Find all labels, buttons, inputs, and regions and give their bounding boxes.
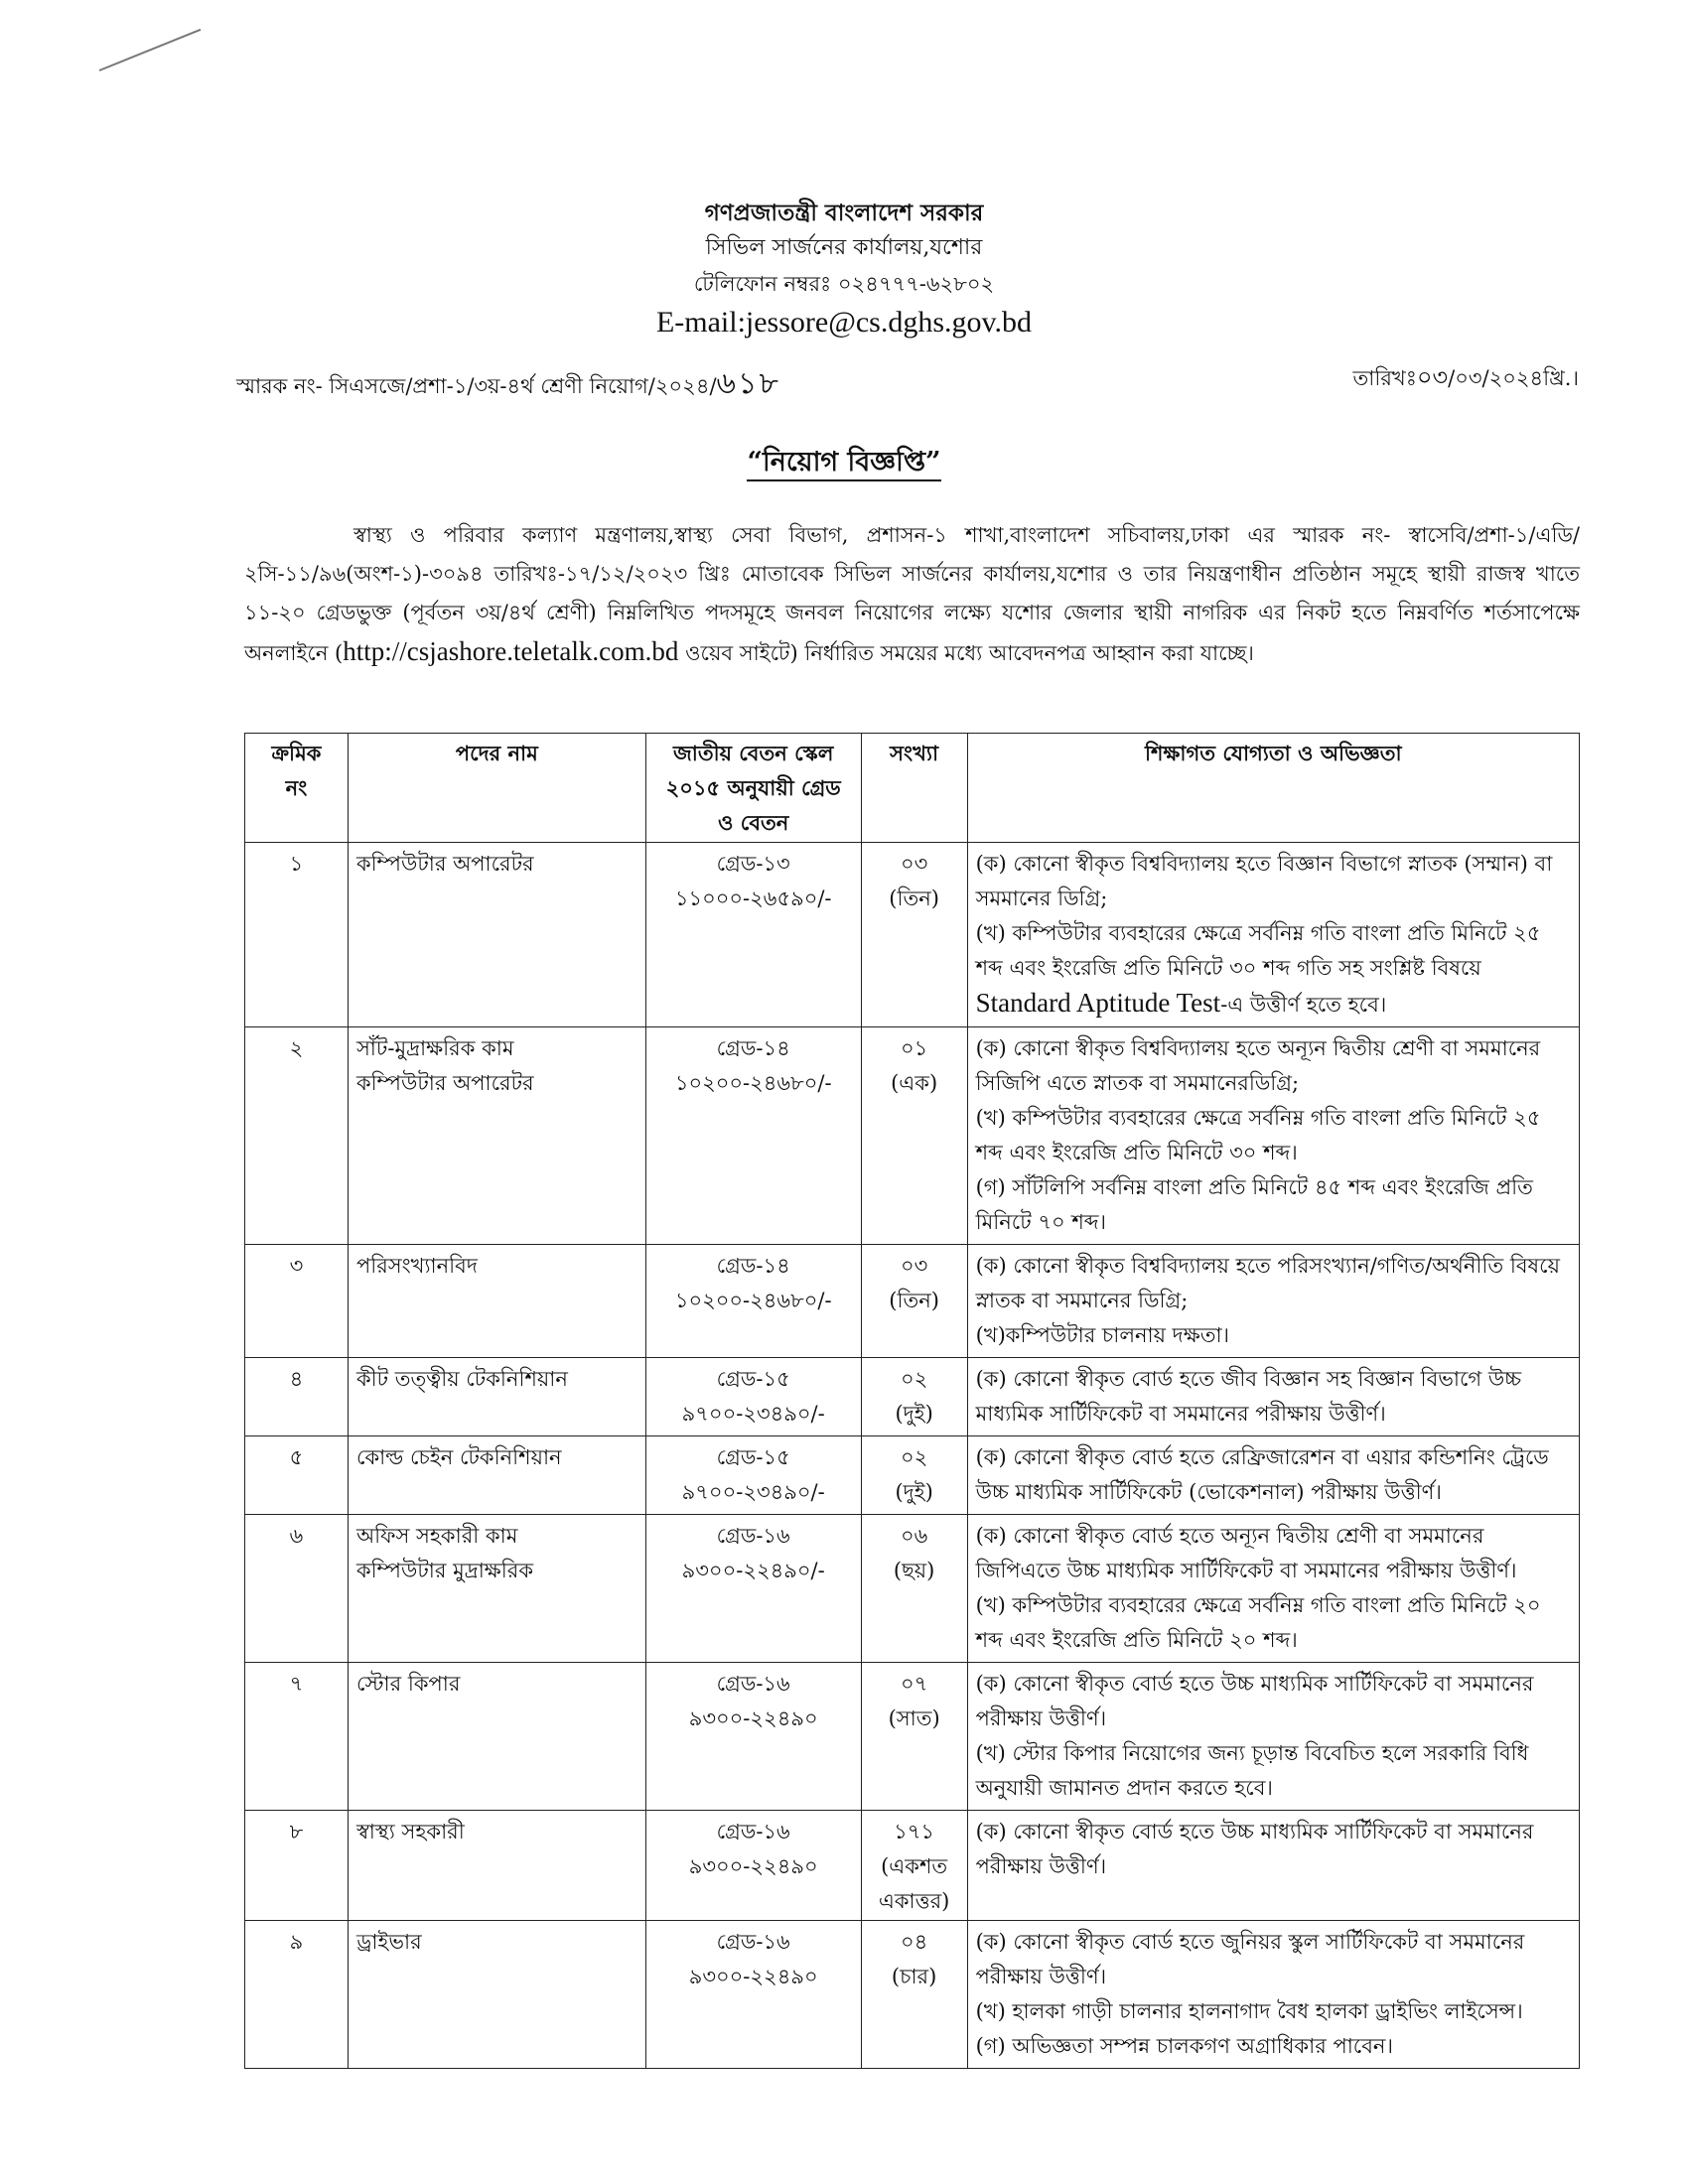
table-row <box>245 1921 1580 2069</box>
qualification-line: (ক) কোনো স্বীকৃত বিশ্ববিদ্যালয় হতে পরিসংখ্যান/গণিত/অর্থনীতি বিষয়ে স্নাতক বা সমমানের ডিগ্রি; <box>975 1254 1560 1312</box>
qualification <box>967 1811 1579 1921</box>
post-name: পরিসংখ্যানবিদ <box>348 1245 645 1358</box>
post-name: সাঁট-মুদ্রাক্ষরিক কাম কম্পিউটার অপারেটর <box>348 1027 645 1245</box>
qualification-line: (ক) কোনো স্বীকৃত বোর্ড হতে জুনিয়র স্কুল সার্টিফিকেট বা সমমানের পরীক্ষায় উত্তীর্ণ। <box>975 1930 1525 1988</box>
qualification-english-term: Standard Aptitude Test <box>975 988 1221 1018</box>
table-row <box>245 1515 1580 1663</box>
memo-handwritten-number: ৬১৮ <box>716 366 780 401</box>
col-header-grade-pay: জাতীয় বেতন স্কেল ২০১৫ অনুযায়ী গ্রেড ও বেতন <box>645 734 861 843</box>
table-row <box>245 1663 1580 1811</box>
date-handwritten-day: ০৩ <box>1416 363 1449 391</box>
pen-stroke-mark <box>99 29 202 71</box>
grade-pay <box>645 1027 861 1245</box>
col-header-serial: ক্রমিক নং <box>245 734 349 843</box>
table-header-row <box>245 734 1580 843</box>
post-count: ০২ (দুই) <box>861 1436 967 1515</box>
qualification-line: (খ) কম্পিউটার ব্যবহারের ক্ষেত্রে সর্বনিম্ন গতি বাংলা প্রতি মিনিটে ২০ শব্দ এবং ইংরেজি প্রতি মিনিটে ২০ শব্দ। <box>975 1593 1541 1652</box>
application-url-link[interactable]: http://csjashore.teletalk.com.bd <box>343 636 679 666</box>
intro-paragraph <box>244 516 1580 673</box>
date-suffix: /০৩/২০২৪খ্রি.। <box>1448 366 1579 390</box>
post-name: কীট তত্ত্বীয় টেকনিশিয়ান <box>348 1358 645 1436</box>
email-address: E-mail:jessore@cs.dghs.gov.bd <box>655 306 1033 339</box>
post-count: ০৬ (ছয়) <box>861 1515 967 1663</box>
grade-pay <box>645 1811 861 1921</box>
post-name: স্টোর কিপার <box>348 1663 645 1811</box>
qualification-line: (খ) হালকা গাড়ী চালনার হালনাগাদ বৈধ হালকা ড্রাইভিং লাইসেন্স। <box>975 1999 1523 2023</box>
serial-number: ৬ <box>245 1515 349 1663</box>
qualification-line: (ক) কোনো স্বীকৃত বিশ্ববিদ্যালয় হতে বিজ্ঞান বিভাগে স্নাতক (সম্মান) বা সমমানের ডিগ্রি; <box>975 852 1553 910</box>
pay-scale: ১০২০০-২৪৬৮০/- <box>674 1071 832 1095</box>
pay-scale: ৯৩০০-২২৪৯০ <box>688 1706 818 1730</box>
pay-scale: ৯৭০০-২৩৪৯০/- <box>681 1480 825 1504</box>
qualification-line: (খ) কম্পিউটার ব্যবহারের ক্ষেত্রে সর্বনিম্ন গতি বাংলা প্রতি মিনিটে ২৫ শব্দ এবং ইংরেজি প্রতি মিনিটে ৩০ শব্দ। <box>975 1106 1541 1164</box>
grade-pay <box>645 1663 861 1811</box>
qualification <box>967 1027 1579 1245</box>
serial-number: ৯ <box>245 1921 349 2069</box>
pay-scale: ৯৩০০-২২৪৯০/- <box>681 1559 825 1582</box>
pay-scale: ৯৩০০-২২৪৯০ <box>688 1854 818 1878</box>
date-prefix: তারিখঃ <box>1352 366 1417 390</box>
qualification <box>967 1245 1579 1358</box>
government-name: গণপ্রজাতন্ত্রী বাংলাদেশ সরকার <box>704 200 984 226</box>
grade: গ্রেড-১৬ <box>716 1672 790 1696</box>
post-count: ১৭১ (একশত একাত্তর) <box>861 1811 967 1921</box>
grade: গ্রেড-১৬ <box>716 1930 790 1954</box>
grade: গ্রেড-১৪ <box>716 1036 790 1060</box>
pay-scale: ৯৭০০-২৩৪৯০/- <box>681 1402 825 1426</box>
grade: গ্রেড-১৫ <box>716 1445 790 1469</box>
col-header-count: সংখ্যা <box>861 734 967 843</box>
grade: গ্রেড-১৫ <box>716 1367 790 1391</box>
grade: গ্রেড-১৬ <box>716 1524 790 1548</box>
pay-scale: ১০২০০-২৪৬৮০/- <box>674 1289 832 1312</box>
phone-number: টেলিফোন নম্বরঃ ০২৪৭৭৭-৬২৮০২ <box>693 272 995 296</box>
grade-pay <box>645 1515 861 1663</box>
serial-number: ৫ <box>245 1436 349 1515</box>
table-row <box>245 1811 1580 1921</box>
grade: গ্রেড-১৩ <box>716 852 790 876</box>
memo-prefix: স্মারক নং- সিএসজে/প্রশা-১/৩য়-৪র্থ শ্রেণী নিয়োগ/২০২৪/ <box>236 374 717 398</box>
grade-pay <box>645 1358 861 1436</box>
qualification <box>967 843 1579 1027</box>
post-count: ০৩ (তিন) <box>861 1245 967 1358</box>
qualification-line: (ক) কোনো স্বীকৃত বোর্ড হতে রেফ্রিজারেশন বা এয়ার কন্ডিশনিং ট্রেডে উচ্চ মাধ্যমিক সার্টিফিকেট (ভোকেশনাল) পরীক্ষায় উত্তীর্ণ। <box>975 1445 1549 1504</box>
table-row <box>245 1436 1580 1515</box>
qualification-line: (খ)কম্পিউটার চালনায় দক্ষতা। <box>975 1323 1230 1347</box>
qualification <box>967 1921 1579 2069</box>
serial-number: ৩ <box>245 1245 349 1358</box>
office-name: সিভিল সার্জনের কার্যালয়,যশোর <box>705 235 983 260</box>
pay-scale: ১১০০০-২৬৫৯০/- <box>674 887 832 910</box>
table-row <box>245 1027 1580 1245</box>
qualification <box>967 1358 1579 1436</box>
qualification-line: (ক) কোনো স্বীকৃত বোর্ড হতে উচ্চ মাধ্যমিক সার্টিফিকেট বা সমমানের পরীক্ষায় উত্তীর্ণ। <box>975 1672 1534 1730</box>
intro-text-after: ওয়েব সাইটে) নির্ধারিত সময়ের মধ্যে আবেদনপত্র আহ্বান করা যাচ্ছে। <box>678 641 1254 665</box>
post-name: স্বাস্থ্য সহকারী <box>348 1811 645 1921</box>
qualification-line: (ক) কোনো স্বীকৃত বিশ্ববিদ্যালয় হতে অন্যূন দ্বিতীয় শ্রেণী বা সমমানের সিজিপি এতে স্নাতক বা সমমানেরডিগ্রি; <box>975 1036 1541 1095</box>
grade: গ্রেড-১৬ <box>716 1820 790 1843</box>
qualification <box>967 1436 1579 1515</box>
grade-pay <box>645 1921 861 2069</box>
post-name: কোল্ড চেইন টেকনিশিয়ান <box>348 1436 645 1515</box>
table-row <box>245 843 1580 1027</box>
qualification-line: (খ) স্টোর কিপার নিয়োগের জন্য চূড়ান্ত বিবেচিত হলে সরকারি বিধি অনুযায়ী জামানত প্রদান করতে হবে। <box>975 1741 1529 1800</box>
post-name: কম্পিউটার অপারেটর <box>348 843 645 1027</box>
table-row <box>245 1358 1580 1436</box>
qualification-line: (খ) কম্পিউটার ব্যবহারের ক্ষেত্রে সর্বনিম্ন গতি বাংলা প্রতি মিনিটে ২৫ শব্দ এবং ইংরেজি প্রতি মিনিটে ৩০ শব্দ গতি সহ সংশ্লিষ্ট বিষয়ে Standard Aptitude Test-এ উত্তীর্ণ হতে হবে। <box>975 921 1541 1018</box>
serial-number: ১ <box>245 843 349 1027</box>
post-count: ০১ (এক) <box>861 1027 967 1245</box>
serial-number: ২ <box>245 1027 349 1245</box>
intro-text: স্বাস্থ্য ও পরিবার কল্যাণ মন্ত্রণালয়,স্বাস্থ্য সেবা বিভাগ, প্রশাসন-১ শাখা,বাংলাদেশ সচিবালয়,ঢাকা এর স্মারক নং- স্বাসেবি/প্রশা-১/এডি/২সি-১১/৯৬(অংশ-১)-৩০৯৪ তারিখঃ-১৭/১২/২০২৩ খ্রিঃ মোতাবেক সিভিল সার্জনের কার্যালয়,যশোর ও তার নিয়ন্ত্রণাধীন প্রতিষ্ঠান সমূহে স্থায়ী রাজস্ব খাতে ১১-২০ গ্রেডভুক্ত (পূর্বতন ৩য়/৪র্থ শ্রেণী) নিম্নলিখিত পদসমূহে জনবল নিয়োগের লক্ষ্যে যশোর জেলার স্থায়ী নাগরিক এর নিকট হতে নিম্নবর্ণিত শর্তসাপেক্ষে অনলাইনে ( <box>244 523 1580 665</box>
letterhead <box>0 197 1688 343</box>
qualification <box>967 1515 1579 1663</box>
serial-number: ৪ <box>245 1358 349 1436</box>
qualification-line: (ক) কোনো স্বীকৃত বোর্ড হতে উচ্চ মাধ্যমিক সার্টিফিকেট বা সমমানের পরীক্ষায় উত্তীর্ণ। <box>975 1820 1534 1878</box>
grade-pay <box>645 1436 861 1515</box>
serial-number: ৭ <box>245 1663 349 1811</box>
qualification-line: (ক) কোনো স্বীকৃত বোর্ড হতে জীব বিজ্ঞান সহ বিজ্ঞান বিভাগে উচ্চ মাধ্যমিক সার্টিফিকেট বা সমমানের পরীক্ষায় উত্তীর্ণ। <box>975 1367 1522 1426</box>
post-count: ০৩ (তিন) <box>861 843 967 1027</box>
post-count: ০৭ (সাত) <box>861 1663 967 1811</box>
grade-pay <box>645 1245 861 1358</box>
post-name: ড্রাইভার <box>348 1921 645 2069</box>
post-name: অফিস সহকারী কাম কম্পিউটার মুদ্রাক্ষরিক <box>348 1515 645 1663</box>
grade-pay <box>645 843 861 1027</box>
memo-number <box>236 359 780 410</box>
qualification <box>967 1663 1579 1811</box>
col-header-qualification: শিক্ষাগত যোগ্যতা ও অভিজ্ঞতা <box>967 734 1579 843</box>
qualification-line: (গ) সাঁটলিপি সর্বনিম্ন বাংলা প্রতি মিনিটে ৪৫ শব্দ এবং ইংরেজি প্রতি মিনিটে ৭০ শব্দ। <box>975 1175 1533 1234</box>
qualification-line: (ক) কোনো স্বীকৃত বোর্ড হতে অন্যূন দ্বিতীয় শ্রেণী বা সমমানের জিপিএতে উচ্চ মাধ্যমিক সার্টিফিকেট বা সমমানের পরীক্ষায় উত্তীর্ণ। <box>975 1524 1517 1582</box>
vacancy-table <box>244 733 1580 2069</box>
post-count: ০৪ (চার) <box>861 1921 967 2069</box>
col-header-post-name: পদের নাম <box>348 734 645 843</box>
issue-date <box>1353 359 1580 399</box>
grade: গ্রেড-১৪ <box>716 1254 790 1278</box>
qualification-line: (গ) অভিজ্ঞতা সম্পন্ন চালকগণ অগ্রাধিকার পাবেন। <box>975 2034 1393 2058</box>
table-row <box>245 1245 1580 1358</box>
post-count: ০২ (দুই) <box>861 1358 967 1436</box>
notice-title: “নিয়োগ বিজ্ঞপ্তি” <box>0 442 1688 486</box>
serial-number: ৮ <box>245 1811 349 1921</box>
pay-scale: ৯৩০০-২২৪৯০ <box>688 1965 818 1988</box>
